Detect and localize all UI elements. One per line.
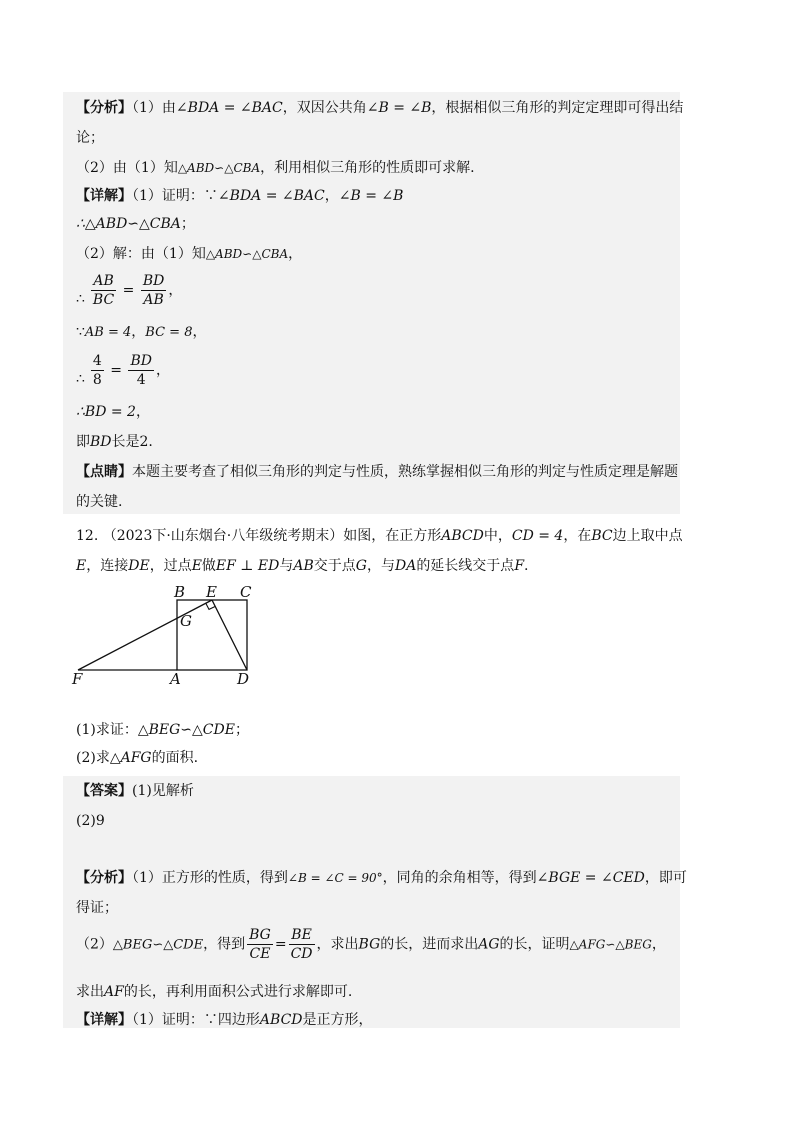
label-f: F: [72, 670, 83, 688]
q12-analysis-line-1-cont: 得证；: [76, 900, 118, 916]
answer-line-1: 【答案】(1)见解析: [76, 783, 194, 799]
fraction: $\frac{BG}{CE}$: [249, 927, 271, 962]
question-12-part-2: (2)求△AFG的面积.: [76, 750, 199, 766]
answer-line-2: (2)9: [76, 813, 105, 829]
fraction: $\frac{BD}{4}$: [130, 353, 152, 388]
label-b: B: [174, 583, 186, 601]
geometry-figure: [70, 582, 270, 688]
fraction: $\frac{AB}{BC}$: [92, 273, 115, 308]
q12-analysis-line-2: （2）△BEG∽△CDE，得到 $\frac{BG}{CE}$ = $\frac{BE}{CD}$ ，求出BG的长，进而求出AG的长，证明△AFG∽△BEG，: [76, 927, 666, 962]
fraction: $\frac{BE}{CD}$: [290, 927, 313, 962]
label-a: A: [170, 670, 181, 688]
analysis-line-2: （2）由（1）知△ABD∽△CBA，利用相似三角形的性质即可求解.: [76, 160, 475, 176]
analysis-line-1: 【分析】（1）由∠BDA = ∠BAC，双因公共角∠B = ∠B，根据相似三角形的判定定理即可得出结: [76, 100, 684, 116]
q12-analysis-line-3: 求出AF的长，再利用面积公式进行求解即可.: [76, 984, 353, 1000]
label-d: D: [237, 670, 250, 688]
analysis-line-1-cont: 论；: [76, 130, 104, 146]
final-line: 即BD长是2.: [76, 434, 153, 450]
proportion-line-2: ∴ $\frac{4}{8}$ = $\frac{BD}{4}$ ，: [76, 353, 170, 388]
q12-analysis-line-1: 【分析】（1）正方形的性质，得到∠B = ∠C = 90°，同角的余角相等，得到∠BGE = ∠CED，即可: [76, 870, 687, 886]
given-line: ∵AB = 4，BC = 8，: [76, 324, 207, 340]
label-e: E: [206, 583, 217, 601]
question-12-stem-1: 12. （2023下·山东烟台·八年级统考期末）如图，在正方形ABCD中，CD = 4，在BC边上取中点: [76, 528, 683, 544]
q12-detail-line-1: 【详解】（1）证明：∵四边形ABCD是正方形，: [76, 1012, 373, 1028]
fraction: $\frac{BD}{AB}$: [142, 273, 165, 308]
comment-line-1: 【点睛】本题主要考查了相似三角形的判定与性质，熟练掌握相似三角形的判定与性质定理是解题: [76, 464, 678, 480]
label-g: G: [180, 612, 192, 630]
question-12-stem-2: E，连接DE，过点E做EF ⊥ ED与AB交于点G，与DA的延长线交于点F.: [76, 558, 529, 574]
result-line: ∴BD = 2，: [76, 404, 150, 420]
question-12-part-1: (1)求证：△BEG∽△CDE；: [76, 722, 249, 738]
label-c: C: [240, 583, 252, 601]
line-ed: [212, 600, 247, 670]
detail-line-2: （2）解：由（1）知△ABD∽△CBA，: [76, 246, 303, 262]
line-fe: [78, 600, 212, 670]
square-abcd: [177, 600, 247, 670]
comment-line-2: 的关键.: [76, 494, 123, 510]
detail-conclusion-1: ∴△ABD∽△CBA；: [76, 216, 195, 232]
proportion-line-1: ∴ $\frac{AB}{BC}$ = $\frac{BD}{AB}$ ，: [76, 273, 183, 308]
detail-line-1: 【详解】（1）证明：∵∠BDA = ∠BAC，∠B = ∠B: [76, 188, 404, 204]
fraction: $\frac{4}{8}$: [92, 353, 102, 388]
